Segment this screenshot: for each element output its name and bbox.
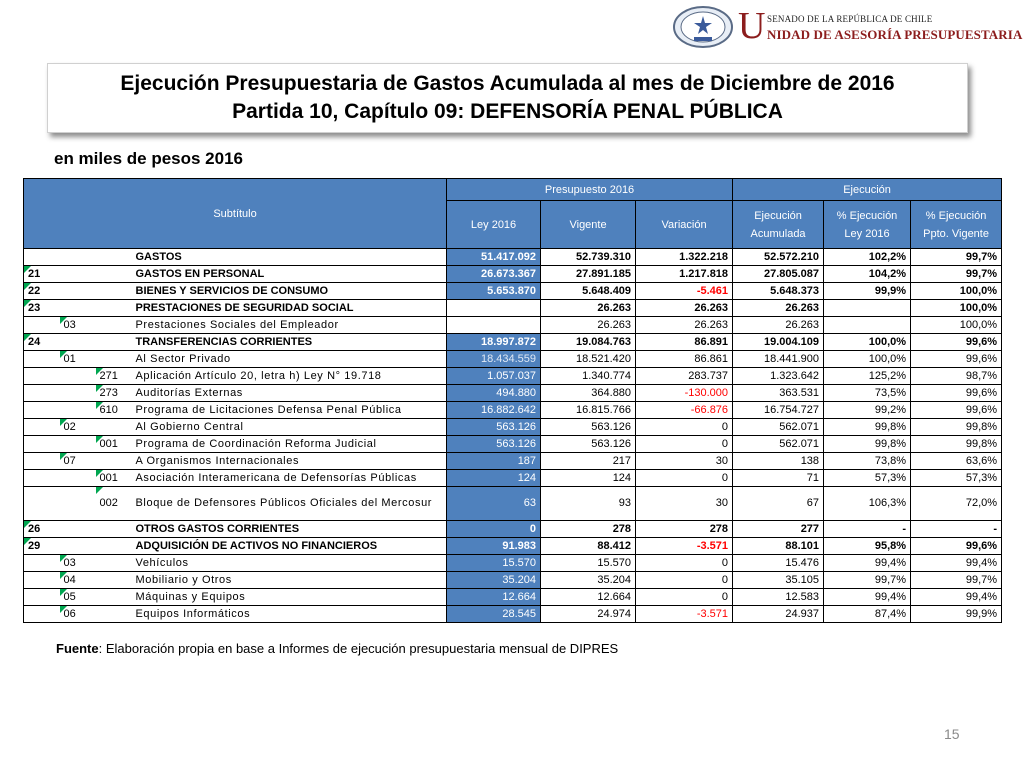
cell-asignacion: [96, 249, 132, 266]
cell-description: Programa de Coordinación Reforma Judicial: [132, 436, 447, 453]
cell-vigente: 12.664: [541, 589, 636, 606]
cell-ley: 26.673.367: [447, 266, 541, 283]
cell-pct-vigente: 99,7%: [911, 266, 1002, 283]
cell-pct-ley: 104,2%: [824, 266, 911, 283]
table-row: [24, 436, 1002, 453]
cell-ejecucion-acumulada: 363.531: [733, 385, 824, 402]
cell-description: A Organismos Internacionales: [132, 453, 447, 470]
cell-item: 01: [60, 351, 96, 368]
table-body: [24, 249, 1002, 623]
cell-variacion: 0: [636, 555, 733, 572]
cell-pct-ley: 106,3%: [824, 487, 911, 521]
cell-pct-vigente: 99,6%: [911, 538, 1002, 555]
cell-vigente: 18.521.420: [541, 351, 636, 368]
cell-ejecucion-acumulada: 52.572.210: [733, 249, 824, 266]
cell-description: Máquinas y Equipos: [132, 589, 447, 606]
cell-item: [60, 249, 96, 266]
cell-variacion: -3.571: [636, 538, 733, 555]
table-row: [24, 555, 1002, 572]
cell-item: 03: [60, 317, 96, 334]
cell-subtitulo: [24, 249, 60, 266]
cell-variacion: 0: [636, 572, 733, 589]
cell-pct-ley: 99,8%: [824, 436, 911, 453]
cell-asignacion: 001: [96, 470, 132, 487]
cell-pct-vigente: 72,0%: [911, 487, 1002, 521]
cell-vigente: 16.815.766: [541, 402, 636, 419]
cell-variacion: 1.217.818: [636, 266, 733, 283]
cell-item: 06: [60, 606, 96, 623]
cell-pct-ley: 95,8%: [824, 538, 911, 555]
table-row: [24, 300, 1002, 317]
cell-description: Al Gobierno Central: [132, 419, 447, 436]
cell-pct-vigente: 63,6%: [911, 453, 1002, 470]
cell-variacion: 0: [636, 470, 733, 487]
cell-subtitulo: [24, 436, 60, 453]
units-subtitle: en miles de pesos 2016: [54, 149, 243, 168]
header-pct-vigente: % Ejecución Ppto. Vigente: [911, 201, 1002, 249]
cell-description: Bloque de Defensores Públicos Oficiales del Mercosur: [132, 487, 447, 521]
cell-pct-vigente: 57,3%: [911, 470, 1002, 487]
cell-ejecucion-acumulada: 26.263: [733, 300, 824, 317]
cell-pct-ley: 73,5%: [824, 385, 911, 402]
source-text: : Elaboración propia en base a Informes de ejecución presupuestaria mensual de DIPRES: [98, 641, 619, 656]
cell-ejecucion-acumulada: 562.071: [733, 436, 824, 453]
cell-pct-vigente: 99,6%: [911, 334, 1002, 351]
cell-subtitulo: [24, 589, 60, 606]
cell-subtitulo: [24, 470, 60, 487]
cell-item: [60, 487, 96, 521]
cell-description: ADQUISICIÓN DE ACTIVOS NO FINANCIEROS: [132, 538, 447, 555]
cell-asignacion: [96, 453, 132, 470]
cell-ley: 563.126: [447, 419, 541, 436]
cell-ley: 187: [447, 453, 541, 470]
cell-variacion: -5.461: [636, 283, 733, 300]
cell-variacion: -130.000: [636, 385, 733, 402]
cell-subtitulo: 24: [24, 334, 60, 351]
cell-vigente: 15.570: [541, 555, 636, 572]
cell-ejecucion-acumulada: 15.476: [733, 555, 824, 572]
cell-item: 03: [60, 555, 96, 572]
cell-pct-ley: 99,8%: [824, 419, 911, 436]
cell-vigente: 35.204: [541, 572, 636, 589]
table-row: [24, 538, 1002, 555]
table-row: [24, 334, 1002, 351]
cell-pct-ley: [824, 317, 911, 334]
cell-item: [60, 402, 96, 419]
cell-description: GASTOS EN PERSONAL: [132, 266, 447, 283]
cell-asignacion: 610: [96, 402, 132, 419]
table-row: [24, 606, 1002, 623]
table-row: [24, 521, 1002, 538]
table-row: [24, 402, 1002, 419]
cell-pct-ley: 125,2%: [824, 368, 911, 385]
cell-asignacion: [96, 300, 132, 317]
cell-pct-vigente: 99,4%: [911, 589, 1002, 606]
cell-description: Programa de Licitaciones Defensa Penal Pública: [132, 402, 447, 419]
cell-ejecucion-acumulada: 18.441.900: [733, 351, 824, 368]
cell-vigente: 217: [541, 453, 636, 470]
brand-initial: U: [738, 5, 766, 47]
cell-variacion: 86.891: [636, 334, 733, 351]
senate-seal-logo: [672, 5, 734, 49]
cell-pct-vigente: 98,7%: [911, 368, 1002, 385]
cell-pct-ley: 99,9%: [824, 283, 911, 300]
cell-subtitulo: [24, 572, 60, 589]
cell-asignacion: [96, 351, 132, 368]
cell-item: [60, 538, 96, 555]
cell-ejecucion-acumulada: 277: [733, 521, 824, 538]
cell-ley: 494.880: [447, 385, 541, 402]
cell-variacion: 30: [636, 487, 733, 521]
cell-variacion: 26.263: [636, 300, 733, 317]
cell-ley: 12.664: [447, 589, 541, 606]
cell-vigente: 563.126: [541, 419, 636, 436]
cell-subtitulo: [24, 351, 60, 368]
cell-ejecucion-acumulada: 1.323.642: [733, 368, 824, 385]
title-box: [47, 63, 968, 133]
cell-pct-vigente: 99,4%: [911, 555, 1002, 572]
cell-vigente: 563.126: [541, 436, 636, 453]
cell-vigente: 88.412: [541, 538, 636, 555]
cell-subtitulo: 26: [24, 521, 60, 538]
cell-description: Auditorías Externas: [132, 385, 447, 402]
cell-vigente: 364.880: [541, 385, 636, 402]
cell-asignacion: [96, 555, 132, 572]
cell-ley: 124: [447, 470, 541, 487]
cell-description: PRESTACIONES DE SEGURIDAD SOCIAL: [132, 300, 447, 317]
cell-subtitulo: 29: [24, 538, 60, 555]
cell-subtitulo: [24, 606, 60, 623]
cell-vigente: 19.084.763: [541, 334, 636, 351]
cell-subtitulo: [24, 385, 60, 402]
cell-variacion: 278: [636, 521, 733, 538]
cell-pct-ley: 87,4%: [824, 606, 911, 623]
cell-pct-vigente: 100,0%: [911, 300, 1002, 317]
cell-subtitulo: [24, 419, 60, 436]
cell-description: Aplicación Artículo 20, letra h) Ley N° 19.718: [132, 368, 447, 385]
cell-pct-ley: 99,7%: [824, 572, 911, 589]
cell-item: [60, 283, 96, 300]
cell-vigente: 93: [541, 487, 636, 521]
cell-asignacion: 002: [96, 487, 132, 521]
cell-description: Mobiliario y Otros: [132, 572, 447, 589]
cell-pct-ley: 100,0%: [824, 334, 911, 351]
cell-ley: 28.545: [447, 606, 541, 623]
cell-variacion: 0: [636, 589, 733, 606]
table-row: [24, 487, 1002, 521]
cell-pct-vigente: -: [911, 521, 1002, 538]
cell-subtitulo: [24, 453, 60, 470]
budget-table: [23, 178, 1002, 623]
table-row: [24, 266, 1002, 283]
cell-pct-vigente: 99,9%: [911, 606, 1002, 623]
cell-subtitulo: 22: [24, 283, 60, 300]
cell-asignacion: [96, 606, 132, 623]
cell-ley: [447, 317, 541, 334]
cell-variacion: 26.263: [636, 317, 733, 334]
cell-ejecucion-acumulada: 71: [733, 470, 824, 487]
cell-item: [60, 521, 96, 538]
header-presupuesto: Presupuesto 2016: [447, 179, 733, 201]
cell-vigente: 27.891.185: [541, 266, 636, 283]
cell-asignacion: [96, 266, 132, 283]
page-number: 15: [944, 726, 960, 742]
cell-ley: 51.417.092: [447, 249, 541, 266]
cell-pct-vigente: 100,0%: [911, 317, 1002, 334]
table-row: [24, 385, 1002, 402]
cell-ley: 5.653.870: [447, 283, 541, 300]
cell-pct-ley: 99,4%: [824, 589, 911, 606]
table-row: [24, 589, 1002, 606]
cell-ejecucion-acumulada: 16.754.727: [733, 402, 824, 419]
table-row: [24, 249, 1002, 266]
cell-asignacion: [96, 419, 132, 436]
cell-asignacion: [96, 317, 132, 334]
cell-ley: 563.126: [447, 436, 541, 453]
cell-variacion: 283.737: [636, 368, 733, 385]
cell-pct-ley: 99,2%: [824, 402, 911, 419]
table-row: [24, 470, 1002, 487]
brand-senate-name: SENADO DE LA REPÚBLICA DE CHILE: [767, 14, 933, 24]
cell-vigente: 24.974: [541, 606, 636, 623]
cell-subtitulo: 21: [24, 266, 60, 283]
cell-asignacion: [96, 572, 132, 589]
header-ejecucion: Ejecución: [733, 179, 1002, 201]
cell-ejecucion-acumulada: 27.805.087: [733, 266, 824, 283]
cell-item: 07: [60, 453, 96, 470]
table-row: [24, 317, 1002, 334]
cell-item: [60, 368, 96, 385]
cell-vigente: 124: [541, 470, 636, 487]
cell-ley: 0: [447, 521, 541, 538]
cell-ejecucion-acumulada: 26.263: [733, 317, 824, 334]
cell-item: [60, 436, 96, 453]
cell-pct-ley: 102,2%: [824, 249, 911, 266]
cell-pct-vigente: 99,7%: [911, 249, 1002, 266]
cell-description: Al Sector Privado: [132, 351, 447, 368]
cell-subtitulo: [24, 368, 60, 385]
cell-ley: 16.882.642: [447, 402, 541, 419]
cell-ley: 1.057.037: [447, 368, 541, 385]
cell-asignacion: 271: [96, 368, 132, 385]
cell-item: [60, 300, 96, 317]
cell-ejecucion-acumulada: 35.105: [733, 572, 824, 589]
cell-ejecucion-acumulada: 5.648.373: [733, 283, 824, 300]
cell-pct-vigente: 99,7%: [911, 572, 1002, 589]
cell-item: [60, 266, 96, 283]
cell-pct-ley: [824, 300, 911, 317]
header-subtitulo: Subtítulo: [24, 179, 447, 249]
cell-item: 04: [60, 572, 96, 589]
title-line-1: Ejecución Presupuestaria de Gastos Acumulada al mes de Diciembre de 2016: [120, 72, 895, 95]
table-row: [24, 283, 1002, 300]
cell-pct-vigente: 99,8%: [911, 419, 1002, 436]
cell-ley: [447, 300, 541, 317]
cell-ejecucion-acumulada: 24.937: [733, 606, 824, 623]
cell-ley: 18.997.872: [447, 334, 541, 351]
brand-unit-name: NIDAD DE ASESORÍA PRESUPUESTARIA: [767, 27, 1023, 42]
cell-subtitulo: [24, 402, 60, 419]
cell-vigente: 5.648.409: [541, 283, 636, 300]
cell-subtitulo: 23: [24, 300, 60, 317]
cell-ley: 91.983: [447, 538, 541, 555]
cell-subtitulo: [24, 487, 60, 521]
cell-variacion: 1.322.218: [636, 249, 733, 266]
cell-variacion: 0: [636, 436, 733, 453]
cell-pct-ley: 73,8%: [824, 453, 911, 470]
cell-item: [60, 385, 96, 402]
table-row: [24, 453, 1002, 470]
cell-pct-ley: 100,0%: [824, 351, 911, 368]
cell-vigente: 26.263: [541, 300, 636, 317]
cell-ejecucion-acumulada: 88.101: [733, 538, 824, 555]
table-row: [24, 368, 1002, 385]
cell-pct-ley: 99,4%: [824, 555, 911, 572]
cell-variacion: -3.571: [636, 606, 733, 623]
cell-description: OTROS GASTOS CORRIENTES: [132, 521, 447, 538]
table-row: [24, 419, 1002, 436]
cell-subtitulo: [24, 317, 60, 334]
cell-variacion: 86.861: [636, 351, 733, 368]
cell-item: [60, 470, 96, 487]
cell-ejecucion-acumulada: 67: [733, 487, 824, 521]
cell-asignacion: [96, 283, 132, 300]
cell-ejecucion-acumulada: 562.071: [733, 419, 824, 436]
header-ejecucion-acumulada: Ejecución Acumulada: [733, 201, 824, 249]
cell-vigente: 1.340.774: [541, 368, 636, 385]
cell-asignacion: [96, 589, 132, 606]
cell-pct-vigente: 99,6%: [911, 351, 1002, 368]
cell-asignacion: [96, 538, 132, 555]
cell-subtitulo: [24, 555, 60, 572]
cell-ejecucion-acumulada: 138: [733, 453, 824, 470]
cell-asignacion: [96, 521, 132, 538]
cell-ley: 15.570: [447, 555, 541, 572]
header-pct-ley: % Ejecución Ley 2016: [824, 201, 911, 249]
cell-vigente: 52.739.310: [541, 249, 636, 266]
cell-asignacion: 273: [96, 385, 132, 402]
cell-variacion: 0: [636, 419, 733, 436]
cell-asignacion: 001: [96, 436, 132, 453]
title-line-2: Partida 10, Capítulo 09: DEFENSORÍA PENAL PÚBLICA: [232, 100, 783, 123]
cell-vigente: 26.263: [541, 317, 636, 334]
cell-pct-ley: 57,3%: [824, 470, 911, 487]
cell-pct-vigente: 100,0%: [911, 283, 1002, 300]
header-vigente: Vigente: [541, 201, 636, 249]
cell-description: Vehículos: [132, 555, 447, 572]
cell-description: Asociación Interamericana de Defensorías Públicas: [132, 470, 447, 487]
cell-ejecucion-acumulada: 12.583: [733, 589, 824, 606]
cell-asignacion: [96, 334, 132, 351]
cell-variacion: 30: [636, 453, 733, 470]
cell-description: Equipos Informáticos: [132, 606, 447, 623]
cell-pct-vigente: 99,8%: [911, 436, 1002, 453]
source-note: [56, 641, 618, 656]
cell-description: GASTOS: [132, 249, 447, 266]
cell-ley: 35.204: [447, 572, 541, 589]
cell-description: Prestaciones Sociales del Empleador: [132, 317, 447, 334]
cell-pct-vigente: 99,6%: [911, 385, 1002, 402]
cell-description: BIENES Y SERVICIOS DE CONSUMO: [132, 283, 447, 300]
cell-pct-ley: -: [824, 521, 911, 538]
cell-variacion: -66.876: [636, 402, 733, 419]
header-variacion: Variación: [636, 201, 733, 249]
cell-item: 02: [60, 419, 96, 436]
cell-vigente: 278: [541, 521, 636, 538]
cell-description: TRANSFERENCIAS CORRIENTES: [132, 334, 447, 351]
table-row: [24, 572, 1002, 589]
cell-ley: 63: [447, 487, 541, 521]
cell-ley: 18.434.559: [447, 351, 541, 368]
cell-item: 05: [60, 589, 96, 606]
header-ley: Ley 2016: [447, 201, 541, 249]
cell-item: [60, 334, 96, 351]
table-row: [24, 351, 1002, 368]
cell-pct-vigente: 99,6%: [911, 402, 1002, 419]
source-label: Fuente: [56, 641, 99, 656]
cell-ejecucion-acumulada: 19.004.109: [733, 334, 824, 351]
